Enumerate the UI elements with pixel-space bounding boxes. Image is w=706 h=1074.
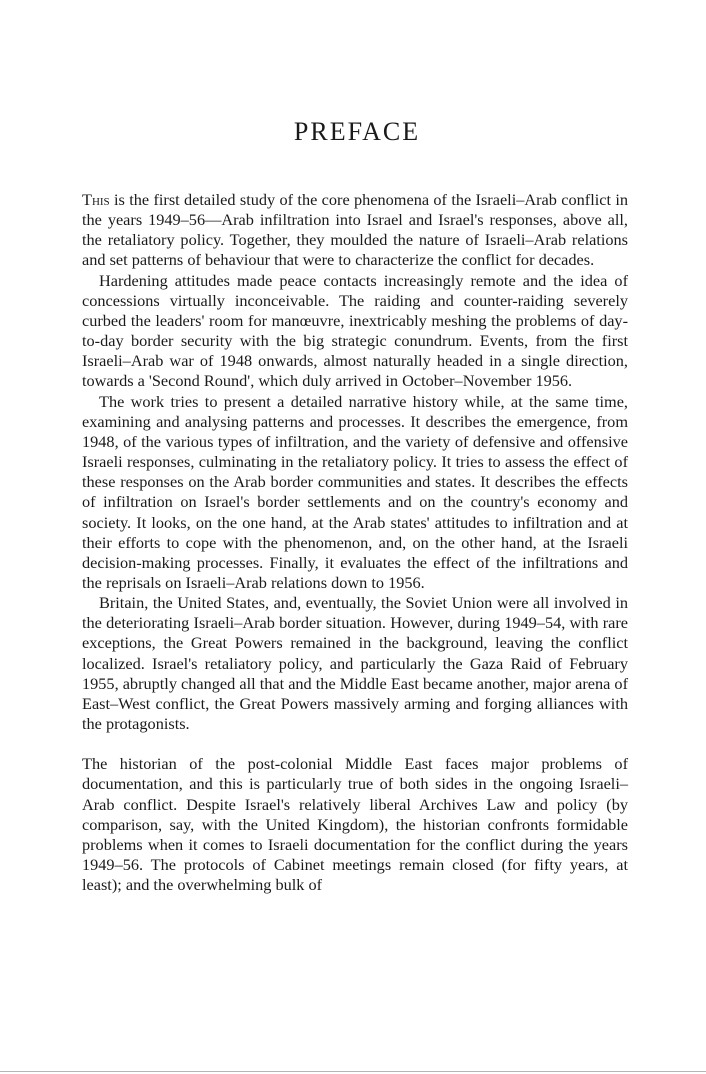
paragraph-3: The work tries to present a detailed narrative history while, at the same time, examining and analysing patterns and processes. It describes the emergence, from 1948, of the various types of infiltration, and the variety of defensive and offensive Israeli responses, culminating in the retaliatory policy. It tries to assess the effect of these responses on the Arab border communities and states. It describes the effects of infiltration on Israel's border settlements and on the country's economy and society. It looks, on the one hand, at the Arab states' attitudes to infiltration and at their efforts to cope with the phenomenon, and, on the other hand, at the Israeli decision-making processes. Finally, it evaluates the effect of the infiltrations and the reprisals on Israeli–Arab relations down to 1956.: [82, 391, 628, 592]
page-title: PREFACE: [293, 117, 421, 146]
paragraph-1: [82, 190, 628, 271]
page-body: [82, 112, 628, 895]
paragraph-5: The historian of the post-colonial Middle East faces major problems of documentation, and this is particularly true of both sides in the ongoing Israeli–Arab conflict. Despite Israel's relatively liberal Archives Law and policy (by comparison, say, with the United Kingdom), the historian confronts formidable problems when it comes to Israeli documentation for the conflict during the years 1949–56. The protocols of Cabinet meetings remain closed (for fifty years, at least); and the overwhelming bulk of: [82, 754, 628, 895]
paragraph-1-text: is the first detailed study of the core phenomena of the Israeli–Arab conflict in the years 1949–56—Arab infiltration into Israel and Israel's responses, above all, the retaliatory policy. Together, they moulded the nature of Israeli–Arab relations and set patterns of behaviour that were to characterize the conflict for decades.: [82, 190, 628, 270]
paragraph-2: Hardening attitudes made peace contacts increasingly remote and the idea of concessions virtually inconceivable. The raiding and counter-raiding severely curbed the leaders' room for manœuvre, inextricably meshing the problems of day-to-day border security with the big strategic conundrum. Events, from the first Israeli–Arab war of 1948 onwards, almost naturally headed in a single direction, towards a 'Second Round', which duly arrived in October–November 1956.: [82, 270, 628, 391]
page-bottom-divider: [0, 1071, 706, 1072]
paragraph-4: Britain, the United States, and, eventually, the Soviet Union were all involved in the deteriorating Israeli–Arab border situation. However, during 1949–54, with rare exceptions, the Great Powers remained in the background, leaving the conflict localized. Israel's retaliatory policy, and particularly the Gaza Raid of February 1955, abruptly changed all that and the Middle East became another, major arena of East–West conflict, the Great Powers massively arming and forging alliances with the protagonists.: [82, 593, 628, 734]
paragraph-1-lead: This: [82, 190, 110, 209]
